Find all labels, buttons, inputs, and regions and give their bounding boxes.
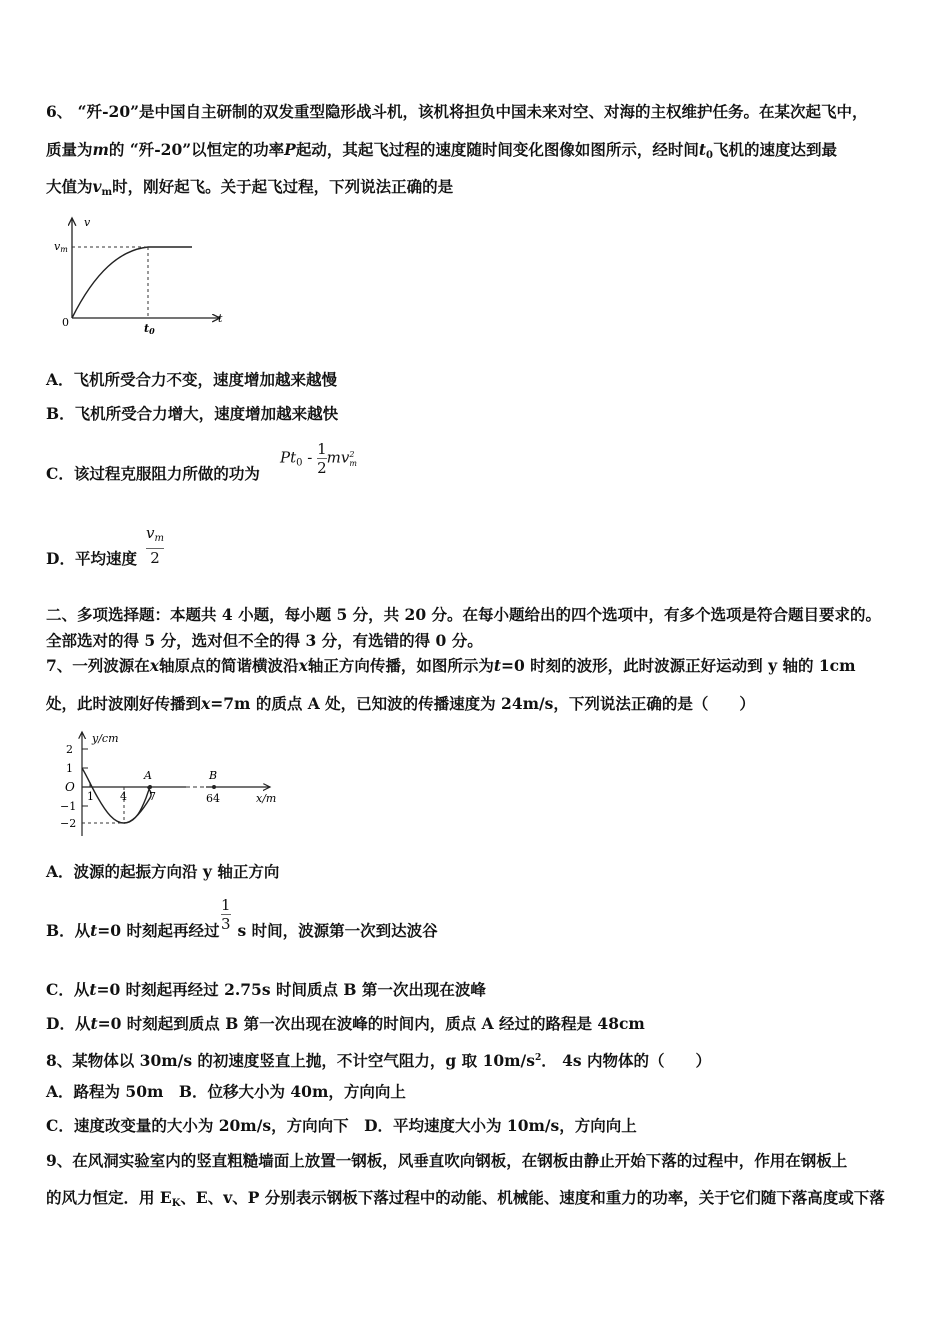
q7-option-d-var-t: t: [90, 1014, 98, 1033]
section2-instructions-2: [46, 631, 483, 651]
q7-point-b-label: B: [209, 769, 218, 782]
q6-option-b[interactable]: [46, 404, 338, 424]
svg-text:vm: [54, 240, 68, 254]
q6-d-frac-num: v: [146, 524, 155, 542]
q8-stem: [46, 1048, 711, 1071]
q6-option-d[interactable]: [46, 549, 137, 569]
q7-line-1: [46, 656, 856, 676]
q6-line-3: [46, 177, 453, 203]
q6-c-formula-minus: -: [302, 448, 318, 467]
q6-c-formula-lhs-sub: 0: [296, 457, 303, 469]
q7-var-x2: x: [298, 656, 308, 675]
q9-line-2: [46, 1188, 885, 1214]
q7-x-tick-4: 4: [120, 790, 127, 803]
q9-line-1: [46, 1151, 847, 1171]
q7-option-b-var-t: t: [90, 921, 98, 940]
q7-y-tick-m1: −1: [60, 800, 77, 813]
q7-option-c[interactable]: [46, 980, 486, 1000]
q6-option-c[interactable]: [46, 464, 260, 484]
q7-y-axis-label: y/cm: [92, 732, 119, 745]
q7-var-x1: x: [149, 656, 160, 675]
q6-text-2a: 质量为: [46, 140, 93, 159]
q8-options-cd-text: C．速度改变量的大小为 20m/s，方向向下 D．平均速度大小为 10m/s，方向向上: [46, 1116, 637, 1135]
q6-text-2c: 起动，其起飞过程的速度随时间变化图像如图所示，经时间: [295, 140, 699, 159]
q6-velocity-graph: [50, 212, 240, 337]
q7-text-1b: 轴原点的简谐横波沿: [159, 656, 299, 675]
q6-t0-label: t: [144, 322, 150, 335]
q7-x-axis-label: x/m: [256, 792, 277, 805]
q6-option-d-fraction: [146, 524, 164, 567]
q7-var-x3: x: [201, 694, 211, 713]
q7-point-b-dot: [212, 785, 216, 789]
q9-ek-sub: K: [171, 1198, 181, 1209]
q7-y-tick-1: 1: [66, 762, 73, 775]
q6-c-formula-lhs: Pt: [280, 448, 297, 467]
q6-y-label: v: [84, 216, 91, 229]
q6-c-fraction: [317, 440, 327, 477]
q7-y-tick-2: 2: [66, 743, 73, 756]
q6-text-3a: 大值为: [46, 177, 93, 196]
q6-option-c-formula: [280, 440, 357, 477]
q7-var-t: t: [493, 656, 501, 675]
q6-vm-label: v: [54, 240, 61, 253]
q6-x-label: t: [218, 312, 223, 325]
section2-text-2: 全部选对的得 5 分，选对但不全的得 3 分，有选错的得 0 分。: [46, 631, 483, 650]
q7-option-b-text-b: =0 时刻起再经过: [97, 921, 220, 940]
q6-line-1: [46, 102, 868, 122]
section2-instructions-1: [46, 605, 881, 625]
q9-text-2b: 、E、v、P 分别表示钢板下落过程中的动能、机械能、速度和重力的功率，关于它们随下落高度或下落: [180, 1188, 885, 1207]
q7-wave-graph: [58, 726, 288, 838]
q6-option-b-text: B．飞机所受合力增大，速度增加越来越快: [46, 404, 339, 423]
q6-d-frac-num-sub: m: [154, 533, 164, 544]
q6-origin-label: 0: [62, 316, 69, 329]
q6-d-frac-den: 2: [146, 548, 164, 567]
q6-t0-sub: 0: [149, 326, 155, 336]
q6-var-m: m: [92, 140, 109, 159]
q6-option-a-text: A．飞机所受合力不变，速度增加越来越慢: [46, 370, 338, 389]
q7-text-2b: =7m 的质点 A 处，已知波的传播速度为 24m/s，下列说法正确的是（ ）: [210, 694, 755, 713]
q7-y-tick-m2: −2: [60, 817, 77, 830]
q7-option-b-text-a: B．从: [46, 921, 91, 940]
q7-b-frac-num: 1: [221, 896, 231, 914]
q6-var-t-sub: 0: [706, 150, 713, 161]
q6-text-2b: 的 “歼-20”以恒定的功率: [108, 140, 285, 159]
q7-text-1a: 7、一列波源在: [46, 656, 150, 675]
q7-line-2: [46, 694, 755, 714]
q6-vm-sub: m: [60, 245, 68, 254]
q7-point-a-label: A: [144, 769, 152, 782]
q6-c-formula-sup: 2: [349, 449, 355, 459]
q7-option-c-var-t: t: [89, 980, 97, 999]
q8-options-ab-text: A．路程为 50m B．位移大小为 40m，方向向上: [46, 1082, 406, 1101]
q7-text-1d: =0 时刻的波形，此时波源正好运动到 y 轴的 1cm: [501, 656, 856, 675]
q7-point-a-dot: [148, 785, 152, 789]
q6-text-1: 6、 “歼-20”是中国自主研制的双发重型隐形战斗机，该机将担负中国未来对空、对海的主权维护任务。在某次起飞中，: [46, 102, 868, 121]
q7-option-a[interactable]: [46, 862, 279, 882]
q9-text-2a: 的风力恒定．用 E: [46, 1188, 172, 1207]
q7-option-b[interactable]: [46, 921, 438, 941]
q6-line-2: [46, 140, 837, 166]
q7-x-tick-1: 1: [87, 790, 94, 803]
q7-x-tick-64: 64: [206, 792, 220, 805]
q6-c-formula-rhs: mv: [326, 448, 350, 467]
q6-var-p: P: [284, 140, 296, 159]
q6-text-3b: 时，刚好起飞。关于起飞过程，下列说法正确的是: [112, 177, 454, 196]
q8-options-ab[interactable]: [46, 1082, 406, 1102]
section2-text-1: 二、多项选择题：本题共 4 小题，每小题 5 分，共 20 分。在每小题给出的四个选项中，有多个选项是符合题目要求的。: [46, 605, 882, 624]
q6-var-t: t: [698, 140, 706, 159]
q6-c-formula-sub: m: [349, 458, 357, 468]
q7-option-d-text-a: D．从: [46, 1014, 91, 1033]
q7-option-c-text-b: =0 时刻起再经过 2.75s 时间质点 B 第一次出现在波峰: [96, 980, 486, 999]
q6-var-v: v: [92, 177, 102, 196]
q7-b-frac-den: 3: [221, 915, 231, 933]
q7-option-a-text: A．波源的起振方向沿 y 轴正方向: [46, 862, 280, 881]
q7-text-2a: 处，此时波刚好传播到: [46, 694, 202, 713]
q8-text-a: 8、某物体以 30m/s 的初速度竖直上抛，不计空气阻力，g 取 10m/s: [46, 1051, 535, 1070]
q7-option-b-text-c: s 时间，波源第一次到达波谷: [237, 921, 438, 940]
q6-accel-curve: [72, 247, 148, 318]
q7-x-tick-7: 7: [149, 790, 156, 803]
q7-option-c-text-a: C．从: [46, 980, 90, 999]
q7-text-1c: 轴正方向传播，如图所示为: [307, 656, 494, 675]
q6-var-v-sub: m: [101, 187, 113, 198]
q7-option-b-fraction: [221, 896, 231, 933]
q8-unit-sup: 2: [534, 1053, 542, 1063]
q6-option-d-text: D．平均速度: [46, 549, 137, 568]
q6-text-2d: 飞机的速度达到最: [712, 140, 837, 159]
q6-c-frac-num: 1: [317, 440, 327, 458]
q7-option-d-text-b: =0 时刻起到质点 B 第一次出现在波峰的时间内，质点 A 经过的路程是 48cm: [97, 1014, 645, 1033]
q6-option-c-text: C．该过程克服阻力所做的功为: [46, 464, 260, 483]
q7-origin-label: O: [65, 780, 75, 794]
q7-option-d[interactable]: [46, 1014, 645, 1034]
q8-text-b: ． 4s 内物体的（ ）: [541, 1051, 712, 1070]
q8-options-cd[interactable]: [46, 1116, 637, 1136]
q6-c-frac-den: 2: [317, 459, 327, 477]
svg-text:t0: [144, 322, 155, 336]
q9-text-1: 9、在风洞实验室内的竖直粗糙墙面上放置一钢板，风垂直吹向钢板，在钢板由静止开始下落的过程中，作用在钢板上: [46, 1151, 848, 1170]
q6-option-a[interactable]: [46, 370, 337, 390]
